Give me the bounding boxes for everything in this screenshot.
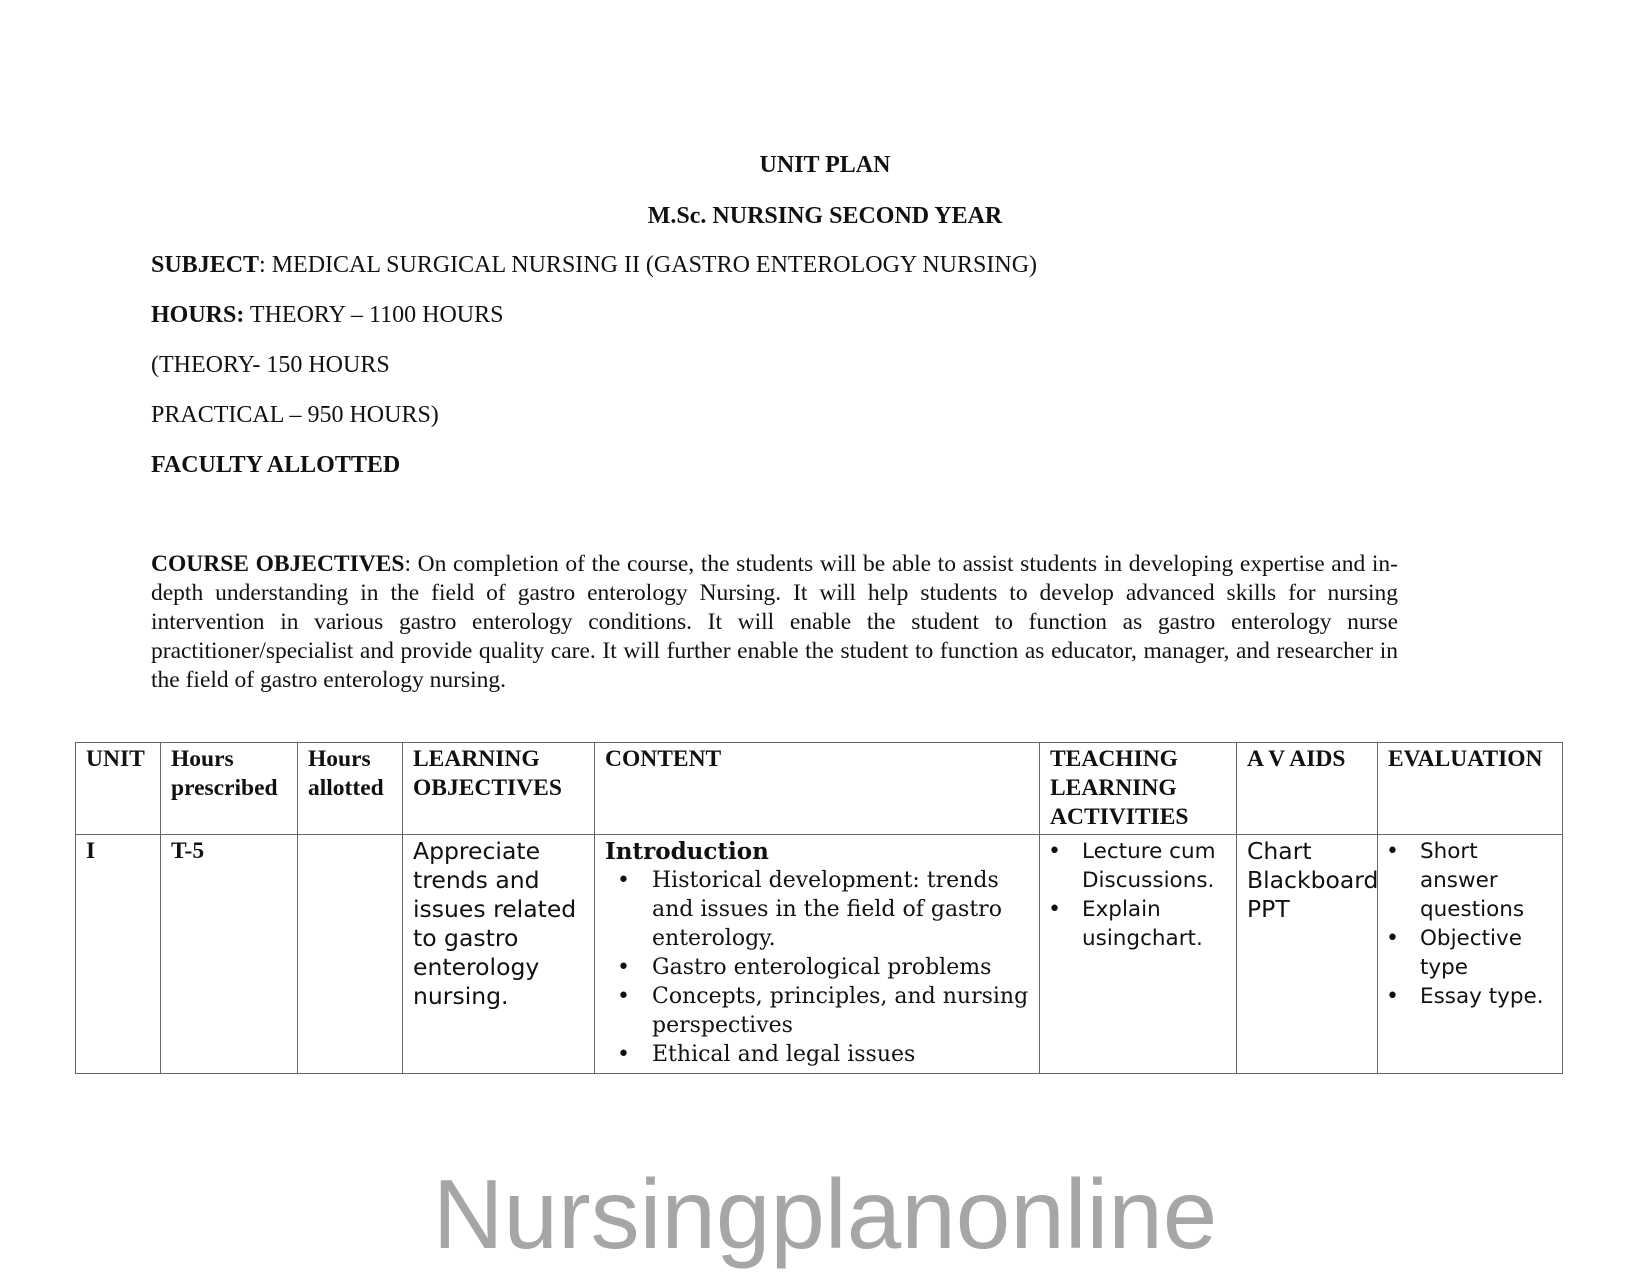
list-item: • Concepts, principles, and nursing perspectives: [605, 982, 1033, 1040]
list-item: • Essay type.: [1384, 982, 1556, 1011]
cell-evaluation: [1378, 835, 1563, 1074]
hours-value: THEORY – 1100 HOURS: [244, 302, 504, 328]
watermark: Nursingplanonline: [432, 1159, 1218, 1269]
list-item: • Ethical and legal issues: [605, 1040, 1033, 1069]
table-row: [76, 835, 1563, 1074]
objectives-label: COURSE OBJECTIVES: [151, 551, 405, 577]
objectives-text: : On completion of the course, the students will be able to assist students in developing expertise and in- depth understanding in the field of gastro enterology Nursing. It will help students to develop advanced skills for nursing intervention in various gastro enterology conditions. It will enable the student to function as gastro enterology nurse practitioner/specialist and provide quality care. It will further enable the student to function as educator, manager, and researcher in the field of gastro enterology nursing.: [151, 551, 1398, 693]
theory-line: (THEORY- 150 HOURS: [151, 352, 390, 378]
page-subtitle: M.Sc. NURSING SECOND YEAR: [647, 203, 1003, 229]
subject-label: SUBJECT: [151, 252, 260, 278]
header-content: CONTENT: [595, 743, 1040, 835]
list-item: • Lecture cum Discussions.: [1046, 837, 1230, 895]
av-aid-item: Chart: [1247, 837, 1312, 865]
hours-label: HOURS:: [151, 302, 245, 328]
cell-content: [595, 835, 1040, 1074]
list-item: • Gastro enterological problems: [605, 953, 1033, 982]
subject-line: [151, 252, 1037, 279]
cell-teaching-learning: [1040, 835, 1237, 1074]
course-objectives: [151, 550, 1398, 695]
header-learning-objectives: LEARNING OBJECTIVES: [403, 743, 595, 835]
content-heading: Introduction: [605, 838, 769, 865]
header-evaluation: EVALUATION: [1378, 743, 1563, 835]
list-item: • Objective type: [1384, 924, 1556, 982]
list-item: • Short answer questions: [1384, 837, 1556, 924]
unit-plan-table: [75, 742, 1563, 1074]
header-teaching-learning: TEACHING LEARNING ACTIVITIES: [1040, 743, 1237, 835]
cell-hours-prescribed: T-5: [161, 835, 298, 1074]
content-list: [605, 866, 1033, 1069]
page-title: UNIT PLAN: [759, 152, 891, 178]
av-aid-item: Blackboard: [1247, 866, 1379, 894]
cell-av-aids: [1237, 835, 1378, 1074]
cell-unit: I: [76, 835, 161, 1074]
av-aid-item: PPT: [1247, 895, 1290, 923]
header-av-aids: A V AIDS: [1237, 743, 1378, 835]
table-header-row: [76, 743, 1563, 835]
teaching-list: [1046, 837, 1230, 953]
hours-line: [151, 302, 503, 329]
subject-value: : MEDICAL SURGICAL NURSING II (GASTRO ENTEROLOGY NURSING): [259, 252, 1038, 278]
evaluation-list: [1384, 837, 1556, 1011]
cell-learning-objectives: Appreciate trends and issues related to gastro enterology nursing.: [403, 835, 595, 1074]
practical-line: PRACTICAL – 950 HOURS): [151, 402, 439, 428]
faculty-line: FACULTY ALLOTTED: [151, 452, 401, 478]
cell-hours-allotted: [298, 835, 403, 1074]
list-item: • Historical development: trends and issues in the field of gastro enterology.: [605, 866, 1033, 953]
header-hours-prescribed: Hours prescribed: [161, 743, 298, 835]
list-item: • Explain usingchart.: [1046, 895, 1230, 953]
header-hours-allotted: Hours allotted: [298, 743, 403, 835]
header-unit: UNIT: [76, 743, 161, 835]
